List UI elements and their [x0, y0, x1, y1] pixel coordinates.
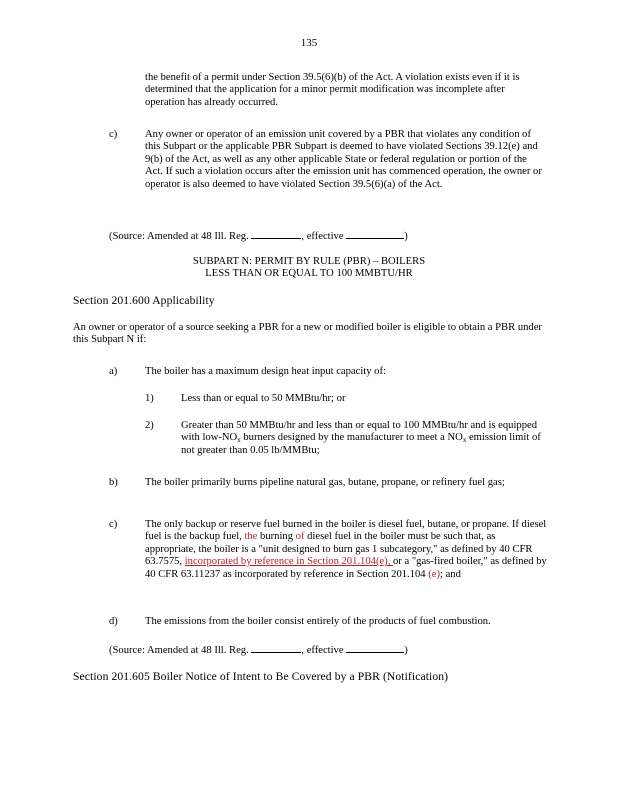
source-note [109, 643, 529, 657]
source-close: ) [404, 231, 408, 242]
item-a2-part3: emission limit of not greater than 0.05 lb/MMBtu; [181, 432, 541, 456]
revision-insert: the [244, 531, 258, 543]
source-effective: , effective [301, 645, 344, 656]
subscript-x: x [237, 436, 241, 445]
blank-line [251, 643, 301, 653]
item-a-text: The boiler has a maximum design heat input capacity of: [145, 366, 386, 377]
item-b-label: b) [109, 477, 118, 488]
revision-insert: (e) [428, 568, 440, 580]
item-c2-label: c) [109, 519, 118, 530]
item-a-label: a) [109, 366, 118, 377]
source-prefix: (Source: Amended at 48 Ill. Reg. [109, 231, 249, 242]
subpart-title-line2: LESS THAN OR EQUAL TO 100 MMBTU/HR [205, 268, 413, 279]
item-d-text: The emissions from the boiler consist entirely of the products of fuel combustion. [145, 616, 491, 627]
continued-paragraph: the benefit of a permit under Section 39.5(6)(b) of the Act. A violation exists even if it is determined that the application for a minor permit modification was incomplete after operation has already occurred. [145, 72, 520, 108]
blank-line [346, 229, 404, 239]
blank-line [346, 643, 404, 653]
item-c2-part3: burning [257, 531, 296, 543]
item-c2-part5: diesel fuel in the boiler must be such that, as appropriate, the boiler is a "unit designed to burn gas 1 subcategory," as defined by 40 CFR 63.7575, [145, 531, 533, 568]
revision-insert-underlined: incorporated by reference in Section 201.104(e), [184, 556, 393, 568]
item-a2-label: 2) [145, 420, 154, 431]
item-a2-text [181, 420, 546, 457]
item-c2-part1: The only backup or reserve fuel burned in the boiler is diesel fuel, butane, or propane. If diesel fuel is the backup fuel, [145, 519, 547, 543]
section-intro: An owner or operator of a source seeking a PBR for a new or modified boiler is eligible to obtain a PBR under this Subpart N if: [73, 322, 542, 346]
source-effective: , effective [301, 231, 344, 242]
item-c2-part9: ; and [440, 568, 461, 580]
revision-insert: of [295, 531, 305, 543]
section-heading: Section 201.600 Applicability [73, 294, 215, 307]
item-c-text: Any owner or operator of an emission unit covered by a PBR that violates any condition of this Subpart or the applicable PBR Subpart is deemed to have violated Sections 39.12(e) and 9(b) of the Act, as well as any other applicable State or federal regulation or portion of the Act. If such a violation occurs after the emission unit has commenced operation, the owner or operator is also deemed to have violated Section 39.5(6)(a) of the Act. [145, 129, 542, 190]
source-prefix: (Source: Amended at 48 Ill. Reg. [109, 645, 249, 656]
page-number: 135 [300, 37, 318, 49]
subscript-x: x [462, 436, 467, 445]
item-c2-text [145, 519, 547, 581]
blank-line [251, 229, 301, 239]
item-a2-part1: Greater than 50 MMBtu/hr and less than or equal to 100 MMBtu/hr and is equipped with low-NO [181, 420, 538, 444]
subpart-title-line1: SUBPART N: PERMIT BY RULE (PBR) – BOILERS [192, 256, 426, 267]
item-a1-text: Less than or equal to 50 MMBtu/hr; or [181, 393, 346, 404]
item-a1-label: 1) [145, 393, 154, 404]
section-heading: Section 201.605 Boiler Notice of Intent to Be Covered by a PBR (Notification) [73, 670, 449, 683]
source-note [109, 229, 529, 243]
item-c2-part7: or a "gas-fired boiler," as defined by 40 CFR 63.11237 as incorporated by reference in Section 201.104 [145, 556, 547, 580]
source-close: ) [404, 645, 408, 656]
item-b-text: The boiler primarily burns pipeline natural gas, butane, propane, or refinery fuel gas; [145, 477, 505, 488]
item-c-label: c) [109, 129, 118, 140]
item-a2-part2: burners designed by the manufacturer to meet a NO [240, 432, 463, 444]
item-d-label: d) [109, 616, 118, 627]
